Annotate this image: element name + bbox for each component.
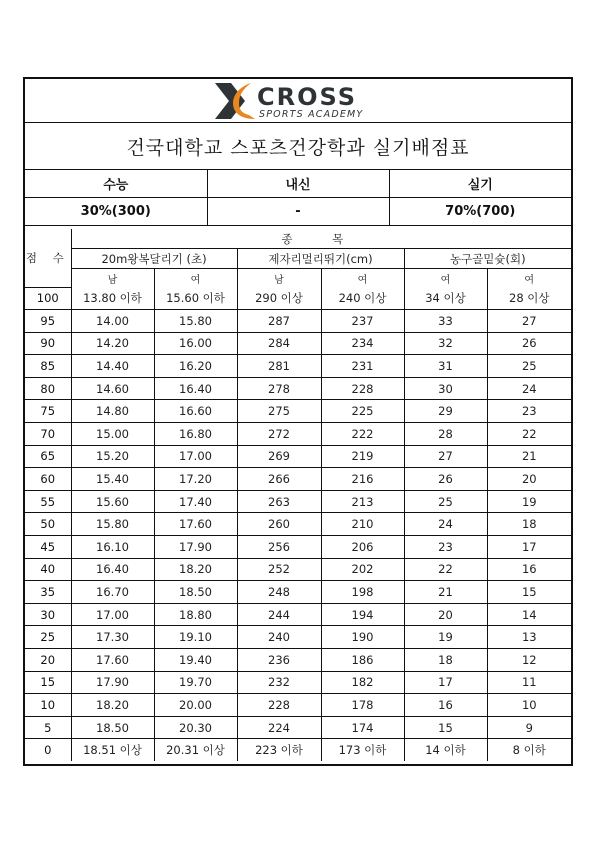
- score-cell: 50: [25, 513, 71, 536]
- value-cell: 19.70: [154, 671, 237, 694]
- score-cell: 10: [25, 694, 71, 717]
- value-cell: 10: [487, 694, 571, 717]
- value-cell: 22: [404, 558, 487, 581]
- value-cell: 8 이하: [487, 739, 571, 761]
- value-cell: 16.40: [154, 377, 237, 400]
- summary-value-cell: 30%(300): [25, 198, 207, 226]
- value-cell: 186: [321, 649, 404, 672]
- value-cell: 198: [321, 581, 404, 604]
- value-cell: 281: [237, 355, 321, 378]
- value-cell: 15.60 이하: [154, 287, 237, 310]
- value-cell: 29: [404, 400, 487, 423]
- table-row: [25, 716, 571, 739]
- score-sheet-frame: [23, 77, 573, 766]
- value-cell: 15.40: [71, 468, 154, 491]
- cross-sports-academy-logo: [211, 81, 411, 121]
- value-cell: 14: [487, 603, 571, 626]
- logo-tagline: SPORTS ACADEMY: [259, 109, 364, 120]
- score-cell: 55: [25, 490, 71, 513]
- value-cell: 18.20: [154, 558, 237, 581]
- table-row: [25, 649, 571, 672]
- value-cell: 26: [404, 468, 487, 491]
- table-row: [25, 332, 571, 355]
- gender-header-row: [25, 269, 571, 288]
- table-row: [25, 490, 571, 513]
- value-cell: 16.40: [71, 558, 154, 581]
- value-cell: 17.60: [154, 513, 237, 536]
- value-cell: 21: [487, 445, 571, 468]
- table-row: [25, 536, 571, 559]
- summary-header-cell: 내신: [207, 170, 389, 198]
- value-cell: 9: [487, 716, 571, 739]
- value-cell: 31: [404, 355, 487, 378]
- value-cell: 224: [237, 716, 321, 739]
- value-cell: 15.00: [71, 423, 154, 446]
- gender-header-cell: 남: [71, 269, 154, 288]
- value-cell: 240 이상: [321, 287, 404, 310]
- value-cell: 25: [487, 355, 571, 378]
- summary-value-row: [25, 198, 571, 226]
- value-cell: 11: [487, 671, 571, 694]
- value-cell: 174: [321, 716, 404, 739]
- value-cell: 16: [487, 558, 571, 581]
- value-cell: 14.80: [71, 400, 154, 423]
- value-cell: 21: [404, 581, 487, 604]
- value-cell: 219: [321, 445, 404, 468]
- value-cell: 28: [404, 423, 487, 446]
- value-cell: 18.50: [71, 716, 154, 739]
- logo-word: CROSS: [257, 83, 357, 111]
- value-cell: 223 이하: [237, 739, 321, 761]
- table-row: [25, 400, 571, 423]
- value-cell: 252: [237, 558, 321, 581]
- value-cell: 16.10: [71, 536, 154, 559]
- value-cell: 24: [404, 513, 487, 536]
- value-cell: 15: [404, 716, 487, 739]
- value-cell: 237: [321, 310, 404, 333]
- value-cell: 225: [321, 400, 404, 423]
- score-cell: 20: [25, 649, 71, 672]
- value-cell: 190: [321, 626, 404, 649]
- table-row: [25, 287, 571, 310]
- value-cell: 30: [404, 377, 487, 400]
- group-header-row: [25, 229, 571, 249]
- value-cell: 266: [237, 468, 321, 491]
- table-row: [25, 739, 571, 761]
- value-cell: 34 이상: [404, 287, 487, 310]
- score-cell: 70: [25, 423, 71, 446]
- value-cell: 222: [321, 423, 404, 446]
- table-row: [25, 558, 571, 581]
- value-cell: 206: [321, 536, 404, 559]
- table-row: [25, 626, 571, 649]
- value-cell: 275: [237, 400, 321, 423]
- value-cell: 182: [321, 671, 404, 694]
- value-cell: 15: [487, 581, 571, 604]
- value-cell: 17.90: [154, 536, 237, 559]
- score-cell: 25: [25, 626, 71, 649]
- value-cell: 27: [404, 445, 487, 468]
- value-cell: 272: [237, 423, 321, 446]
- page-title: 건국대학교 스포츠건강학과 실기배점표: [25, 123, 571, 170]
- table-row: [25, 445, 571, 468]
- score-cell: 45: [25, 536, 71, 559]
- score-rows: [25, 287, 571, 761]
- value-cell: 26: [487, 332, 571, 355]
- value-cell: 17.20: [154, 468, 237, 491]
- value-cell: 194: [321, 603, 404, 626]
- score-table: [25, 229, 571, 761]
- summary-table: [25, 170, 571, 226]
- value-cell: 16.70: [71, 581, 154, 604]
- logo-header: [25, 79, 571, 123]
- value-cell: 23: [487, 400, 571, 423]
- value-cell: 173 이하: [321, 739, 404, 761]
- value-cell: 18: [404, 649, 487, 672]
- score-cell: 40: [25, 558, 71, 581]
- summary-header-cell: 수능: [25, 170, 207, 198]
- table-row: [25, 603, 571, 626]
- gender-header-cell: 여: [487, 269, 571, 288]
- value-cell: 24: [487, 377, 571, 400]
- table-row: [25, 377, 571, 400]
- value-cell: 20.00: [154, 694, 237, 717]
- score-cell: 0: [25, 739, 71, 761]
- value-cell: 19: [487, 490, 571, 513]
- value-cell: 18: [487, 513, 571, 536]
- value-cell: 20.31 이상: [154, 739, 237, 761]
- score-cell: 5: [25, 716, 71, 739]
- value-cell: 17.90: [71, 671, 154, 694]
- summary-header-row: [25, 170, 571, 198]
- value-cell: 17: [404, 671, 487, 694]
- value-cell: 16.00: [154, 332, 237, 355]
- value-cell: 20: [487, 468, 571, 491]
- value-cell: 28 이상: [487, 287, 571, 310]
- score-cell: 100: [25, 287, 71, 310]
- value-cell: 17.40: [154, 490, 237, 513]
- gender-header-cell: 남: [237, 269, 321, 288]
- value-cell: 16.20: [154, 355, 237, 378]
- value-cell: 17.60: [71, 649, 154, 672]
- value-cell: 14 이하: [404, 739, 487, 761]
- value-cell: 12: [487, 649, 571, 672]
- value-cell: 248: [237, 581, 321, 604]
- value-cell: 20: [404, 603, 487, 626]
- value-cell: 17: [487, 536, 571, 559]
- value-cell: 16.60: [154, 400, 237, 423]
- value-cell: 19.10: [154, 626, 237, 649]
- value-cell: 22: [487, 423, 571, 446]
- value-cell: 256: [237, 536, 321, 559]
- value-cell: 18.80: [154, 603, 237, 626]
- value-cell: 210: [321, 513, 404, 536]
- table-row: [25, 671, 571, 694]
- summary-value-cell: -: [207, 198, 389, 226]
- value-cell: 25: [404, 490, 487, 513]
- value-cell: 20.30: [154, 716, 237, 739]
- event-header-shuttle-run: 20m왕복달리기 (초): [71, 249, 237, 269]
- value-cell: 216: [321, 468, 404, 491]
- value-cell: 15.80: [71, 513, 154, 536]
- score-header: 점 수: [25, 229, 71, 287]
- summary-value-cell: 70%(700): [389, 198, 571, 226]
- value-cell: 19.40: [154, 649, 237, 672]
- value-cell: 178: [321, 694, 404, 717]
- event-header-row: [25, 249, 571, 269]
- value-cell: 17.30: [71, 626, 154, 649]
- value-cell: 202: [321, 558, 404, 581]
- table-row: [25, 468, 571, 491]
- value-cell: 263: [237, 490, 321, 513]
- value-cell: 14.20: [71, 332, 154, 355]
- value-cell: 15.20: [71, 445, 154, 468]
- score-cell: 80: [25, 377, 71, 400]
- table-row: [25, 694, 571, 717]
- summary-header-cell: 실기: [389, 170, 571, 198]
- value-cell: 23: [404, 536, 487, 559]
- value-cell: 17.00: [71, 603, 154, 626]
- value-cell: 260: [237, 513, 321, 536]
- score-cell: 30: [25, 603, 71, 626]
- score-cell: 15: [25, 671, 71, 694]
- table-row: [25, 423, 571, 446]
- value-cell: 17.00: [154, 445, 237, 468]
- value-cell: 231: [321, 355, 404, 378]
- table-row: [25, 513, 571, 536]
- score-cell: 35: [25, 581, 71, 604]
- value-cell: 16.80: [154, 423, 237, 446]
- value-cell: 269: [237, 445, 321, 468]
- value-cell: 13.80 이하: [71, 287, 154, 310]
- value-cell: 287: [237, 310, 321, 333]
- value-cell: 18.20: [71, 694, 154, 717]
- score-cell: 90: [25, 332, 71, 355]
- value-cell: 13: [487, 626, 571, 649]
- value-cell: 32: [404, 332, 487, 355]
- event-header-long-jump: 제자리멀리뛰기(cm): [237, 249, 404, 269]
- value-cell: 213: [321, 490, 404, 513]
- value-cell: 18.51 이상: [71, 739, 154, 761]
- score-cell: 95: [25, 310, 71, 333]
- table-row: [25, 310, 571, 333]
- value-cell: 14.00: [71, 310, 154, 333]
- value-cell: 14.40: [71, 355, 154, 378]
- score-cell: 65: [25, 445, 71, 468]
- score-cell: 60: [25, 468, 71, 491]
- value-cell: 236: [237, 649, 321, 672]
- value-cell: 18.50: [154, 581, 237, 604]
- value-cell: 15.60: [71, 490, 154, 513]
- score-cell: 75: [25, 400, 71, 423]
- value-cell: 228: [321, 377, 404, 400]
- value-cell: 232: [237, 671, 321, 694]
- gender-header-cell: 여: [404, 269, 487, 288]
- value-cell: 15.80: [154, 310, 237, 333]
- value-cell: 240: [237, 626, 321, 649]
- event-header-layup: 농구골밑슛(회): [404, 249, 571, 269]
- table-row: [25, 355, 571, 378]
- value-cell: 278: [237, 377, 321, 400]
- value-cell: 14.60: [71, 377, 154, 400]
- value-cell: 290 이상: [237, 287, 321, 310]
- value-cell: 228: [237, 694, 321, 717]
- value-cell: 16: [404, 694, 487, 717]
- table-row: [25, 581, 571, 604]
- value-cell: 244: [237, 603, 321, 626]
- event-group-header: 종 목: [71, 229, 571, 249]
- value-cell: 284: [237, 332, 321, 355]
- gender-header-cell: 여: [321, 269, 404, 288]
- value-cell: 19: [404, 626, 487, 649]
- value-cell: 234: [321, 332, 404, 355]
- value-cell: 33: [404, 310, 487, 333]
- value-cell: 27: [487, 310, 571, 333]
- score-cell: 85: [25, 355, 71, 378]
- gender-header-cell: 여: [154, 269, 237, 288]
